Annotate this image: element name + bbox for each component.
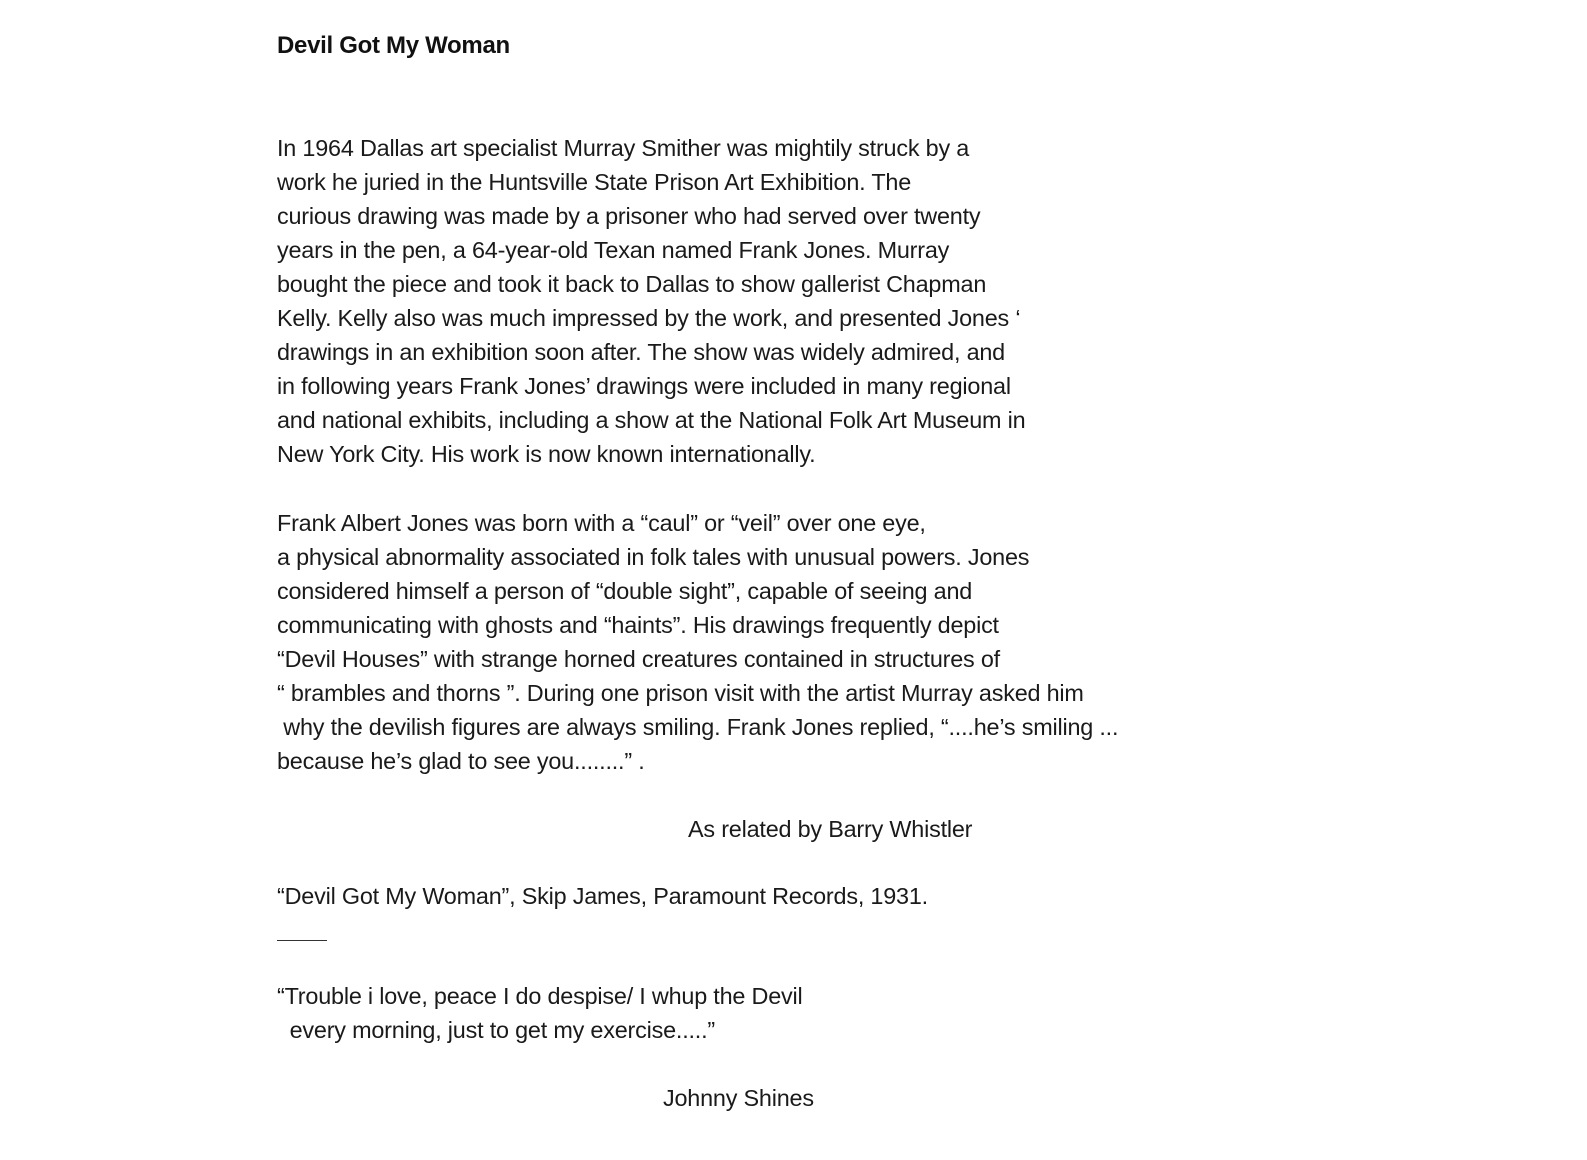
divider: [277, 940, 327, 941]
paragraph-history: [277, 131, 1025, 471]
document-title: Devil Got My Woman: [277, 32, 510, 59]
text-line: years in the pen, a 64-year-old Texan named Frank Jones. Murray: [277, 237, 950, 263]
text-line: New York City. His work is now known internationally.: [277, 441, 816, 467]
text-line: Kelly. Kelly also was much impressed by the work, and presented Jones ‘: [277, 305, 1021, 331]
attribution: As related by Barry Whistler: [688, 816, 973, 842]
text-line: considered himself a person of “double sight”, capable of seeing and: [277, 578, 973, 604]
text-line: in following years Frank Jones’ drawings were included in many regional: [277, 373, 1011, 399]
text-line: communicating with ghosts and “haints”. His drawings frequently depict: [277, 612, 999, 638]
text-line: drawings in an exhibition soon after. The show was widely admired, and: [277, 339, 1005, 365]
paragraph-biography: [277, 506, 1118, 778]
text-line: and national exhibits, including a show at the National Folk Art Museum in: [277, 407, 1026, 433]
text-line: curious drawing was made by a prisoner who had served over twenty: [277, 203, 981, 229]
text-line: a physical abnormality associated in folk tales with unusual powers. Jones: [277, 544, 1030, 570]
text-line: “Devil Houses” with strange horned creatures contained in structures of: [277, 646, 1000, 672]
citation: “Devil Got My Woman”, Skip James, Paramount Records, 1931.: [277, 883, 928, 909]
quote-line: “Trouble i love, peace I do despise/ I whup the Devil: [277, 983, 803, 1009]
text-line: In 1964 Dallas art specialist Murray Smither was mightily struck by a: [277, 135, 970, 161]
quote-line: every morning, just to get my exercise.....”: [277, 1017, 715, 1043]
text-line: why the devilish figures are always smiling. Frank Jones replied, “....he’s smiling ...: [277, 714, 1119, 740]
quote: [277, 979, 803, 1047]
text-line: because he’s glad to see you........” .: [277, 748, 645, 774]
text-line: “ brambles and thorns ”. During one prison visit with the artist Murray asked him: [277, 680, 1084, 706]
text-line: bought the piece and took it back to Dallas to show gallerist Chapman: [277, 271, 987, 297]
text-line: Frank Albert Jones was born with a “caul” or “veil” over one eye,: [277, 510, 926, 536]
quote-author: Johnny Shines: [663, 1085, 814, 1111]
text-line: work he juried in the Huntsville State Prison Art Exhibition. The: [277, 169, 912, 195]
